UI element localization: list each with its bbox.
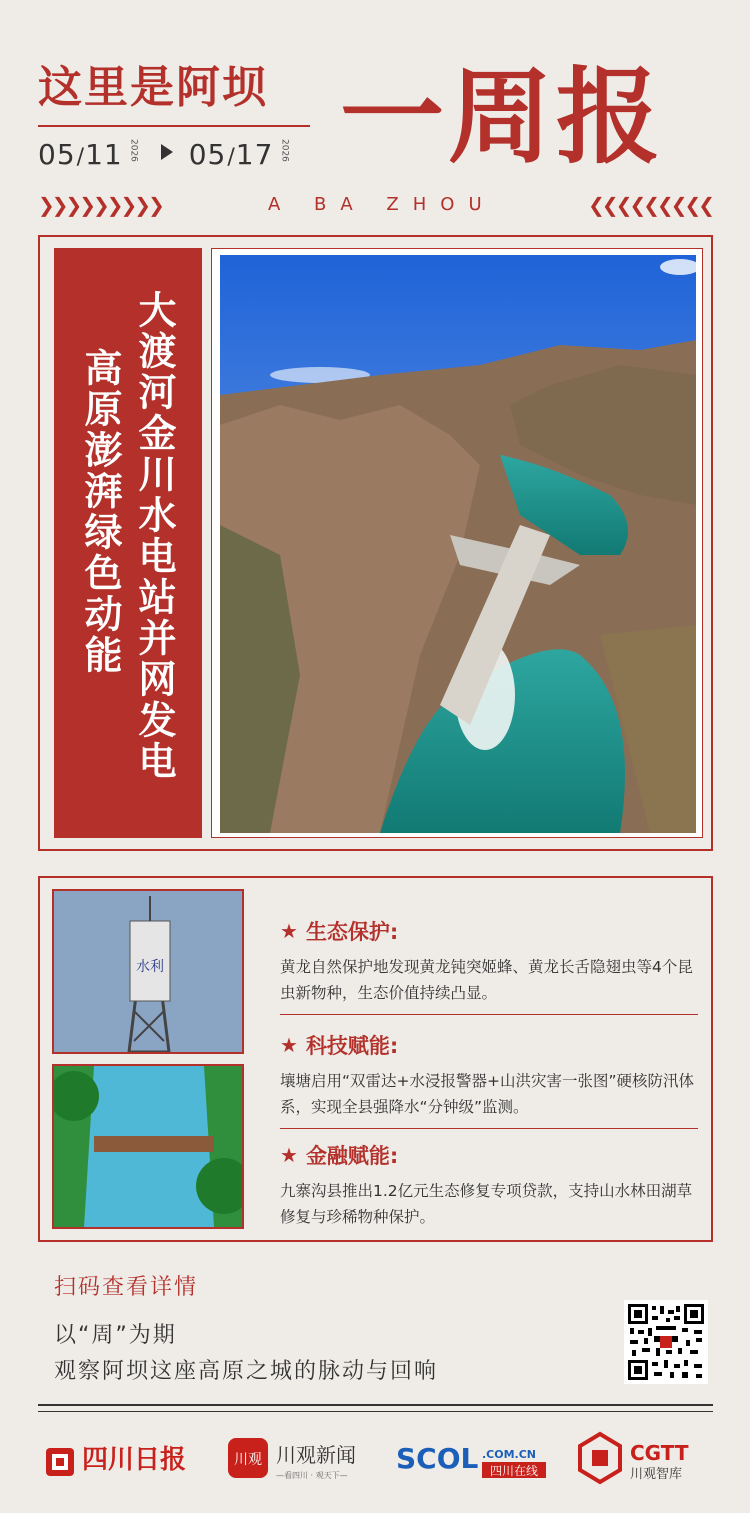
date-slash: / xyxy=(227,145,235,170)
news-text: 九寨沟县推出1.2亿元生态修复专项贷款，支持山水林田湖草修复与珍稀物种保护。 xyxy=(280,1182,693,1226)
pinyin-subtitle: A BA ZHOU xyxy=(268,194,496,215)
news-heading: 科技赋能: xyxy=(305,1034,399,1058)
logo-chuanguan-text: 川观新闻 xyxy=(276,1443,356,1467)
tower-sign: 水利 xyxy=(136,959,164,975)
chuanguan-news-logo xyxy=(226,1430,386,1486)
logo-cgtt-cn: 川观智库 xyxy=(630,1467,683,1482)
logo-scol-text: SCOL xyxy=(396,1442,479,1475)
news-text: 黄龙自然保护地发现黄龙钝突姬蜂、黄龙长舌隐翅虫等4个昆虫新物种，生态价值持续凸显。 xyxy=(280,958,693,1002)
hydropower-dam-photo xyxy=(220,255,696,833)
logo-cgtt-text: CGTT xyxy=(630,1441,689,1465)
description-line-2: 观察阿坝这座高原之城的脉动与回响 xyxy=(54,1359,439,1384)
year-end: 2026 xyxy=(279,139,290,162)
date-start-day: 11 xyxy=(85,138,123,171)
news-item-tech xyxy=(280,1030,698,1129)
news-text: 壤塘启用“双雷达+水浸报警器+山洪灾害一张图”硬核防汛体系，实现全县强降水“分钟级”监测。 xyxy=(280,1072,695,1116)
date-start-month: 05 xyxy=(38,138,76,171)
news-item-eco xyxy=(280,916,698,1015)
footer-divider xyxy=(38,1404,713,1412)
scan-label: 扫码查看详情 xyxy=(54,1275,199,1300)
water-tower-photo xyxy=(52,889,244,1054)
feature-headline-2: 高原澎湃绿色动能 xyxy=(78,348,122,676)
sichuan-daily-logo xyxy=(42,1430,212,1486)
chevrons-left-icon: ❯❯❯❯❯❯❯❯❯ xyxy=(38,193,162,217)
year-start: 2026 xyxy=(128,139,139,162)
date-end-day: 17 xyxy=(235,138,274,171)
title-big: 一周报 xyxy=(340,56,665,178)
star-icon: ★ xyxy=(280,919,298,943)
date-end-month: 05 xyxy=(188,138,227,171)
logo-sichuan-daily-text: 四川日报 xyxy=(82,1445,187,1475)
play-arrow-icon xyxy=(161,144,173,160)
news-heading: 生态保护: xyxy=(305,920,399,944)
title-underline xyxy=(38,125,310,127)
logo-scol-domain: .COM.CN xyxy=(482,1448,537,1461)
divider xyxy=(280,1128,698,1129)
star-icon: ★ xyxy=(280,1033,298,1057)
scol-logo xyxy=(396,1430,566,1486)
date-slash: / xyxy=(76,145,85,170)
description-line-1: 以“周”为期 xyxy=(54,1323,177,1348)
cgtt-logo xyxy=(576,1430,712,1486)
date-range xyxy=(38,138,293,174)
chevrons-right-icon: ❮❮❮❮❮❮❮❮❮ xyxy=(588,193,712,217)
logo-chuanguan-slogan: —看四川 · 观天下— xyxy=(276,1471,348,1480)
news-heading: 金融赋能: xyxy=(305,1144,399,1168)
star-icon: ★ xyxy=(280,1143,298,1167)
logo-chuanguan-badge: 川观 xyxy=(234,1452,262,1468)
feature-headline-1: 大渡河金川水电站并网发电 xyxy=(132,290,176,782)
logo-scol-cn: 四川在线 xyxy=(489,1464,539,1478)
divider xyxy=(280,1014,698,1015)
bridge-water-photo xyxy=(52,1064,244,1229)
title-left: 这里是阿坝 xyxy=(38,62,268,113)
news-item-finance xyxy=(280,1140,698,1230)
qr-code[interactable] xyxy=(624,1300,708,1384)
